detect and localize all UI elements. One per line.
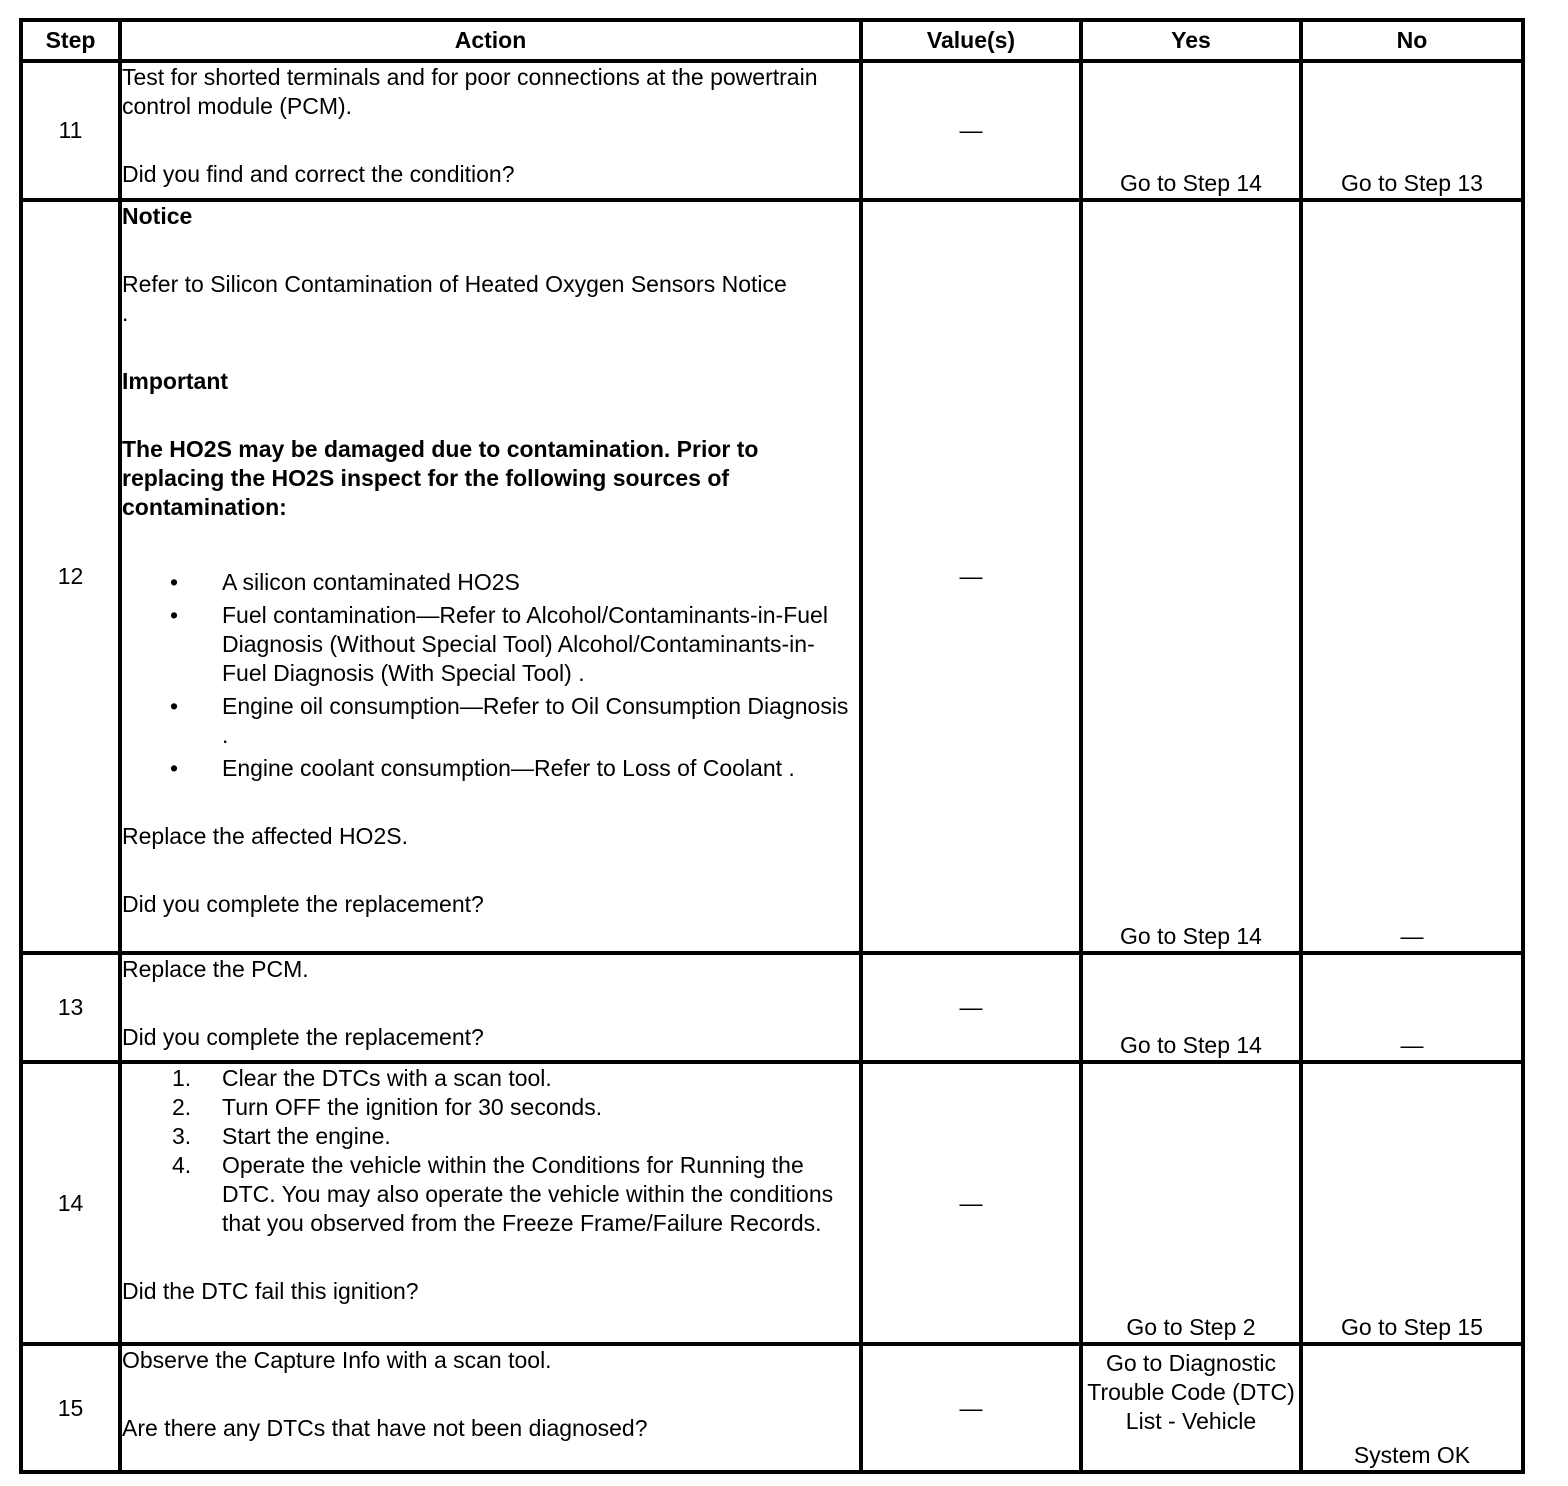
value-cell: — bbox=[861, 953, 1081, 1062]
header-action: Action bbox=[120, 20, 861, 61]
action-text: Replace the PCM. bbox=[122, 956, 309, 982]
action-text: Test for shorted terminals and for poor connections at the powertrain control module (PCM). bbox=[122, 64, 818, 119]
table-row-step-15 bbox=[21, 1344, 1523, 1472]
action-cell bbox=[120, 953, 861, 1062]
action-question: Did the DTC fail this ignition? bbox=[122, 1278, 419, 1304]
table-row-step-13 bbox=[21, 953, 1523, 1062]
value-cell: — bbox=[861, 1344, 1081, 1472]
yes-cell: Go to Diagnostic Trouble Code (DTC) List - Vehicle bbox=[1081, 1344, 1301, 1472]
step-number: 14 bbox=[21, 1062, 120, 1344]
yes-cell: Go to Step 14 bbox=[1081, 61, 1301, 200]
header-values: Value(s) bbox=[861, 20, 1081, 61]
list-item: 2. Turn OFF the ignition for 30 seconds. bbox=[172, 1094, 603, 1120]
no-cell: — bbox=[1301, 200, 1523, 953]
table-row-step-12 bbox=[21, 200, 1523, 953]
list-item: • Engine coolant consumption—Refer to Loss of Coolant . bbox=[122, 754, 859, 783]
list-item: 1. Clear the DTCs with a scan tool. bbox=[172, 1065, 552, 1091]
important-text: The HO2S may be damaged due to contamination. Prior to replacing the HO2S inspect for the following sources of contamination: bbox=[122, 436, 759, 520]
list-item: 4. Operate the vehicle within the Conditions for Running the DTC. You may also operate the vehicle within the conditions that you observed from the Freeze Frame/Failure Records. bbox=[172, 1152, 834, 1236]
action-cell bbox=[120, 1062, 861, 1344]
notice-period: . bbox=[122, 300, 129, 326]
diagnostic-table bbox=[19, 18, 1525, 1474]
action-question: Did you complete the replacement? bbox=[122, 1024, 484, 1050]
procedure-steps-list bbox=[122, 1064, 859, 1238]
step-number: 15 bbox=[21, 1344, 120, 1472]
header-yes: Yes bbox=[1081, 20, 1301, 61]
no-cell: System OK bbox=[1301, 1344, 1523, 1472]
action-cell bbox=[120, 61, 861, 200]
no-cell: Go to Step 15 bbox=[1301, 1062, 1523, 1344]
header-no: No bbox=[1301, 20, 1523, 61]
notice-heading: Notice bbox=[122, 203, 193, 229]
replace-text: Replace the affected HO2S. bbox=[122, 823, 408, 849]
action-cell bbox=[120, 200, 861, 953]
list-item: • Engine oil consumption—Refer to Oil Consumption Diagnosis . bbox=[122, 692, 859, 750]
table-row-step-11 bbox=[21, 61, 1523, 200]
yes-cell: Go to Step 14 bbox=[1081, 953, 1301, 1062]
yes-cell: Go to Step 14 bbox=[1081, 200, 1301, 953]
list-item: 3. Start the engine. bbox=[172, 1123, 391, 1149]
contamination-sources-list bbox=[122, 568, 859, 783]
no-cell: — bbox=[1301, 953, 1523, 1062]
step-number: 12 bbox=[21, 200, 120, 953]
value-cell: — bbox=[861, 200, 1081, 953]
header-row bbox=[21, 20, 1523, 61]
action-question: Did you complete the replacement? bbox=[122, 891, 484, 917]
action-question: Are there any DTCs that have not been diagnosed? bbox=[122, 1415, 648, 1441]
value-cell: — bbox=[861, 1062, 1081, 1344]
yes-cell: Go to Step 2 bbox=[1081, 1062, 1301, 1344]
action-question: Did you find and correct the condition? bbox=[122, 161, 515, 187]
notice-text: Refer to Silicon Contamination of Heated Oxygen Sensors Notice bbox=[122, 271, 787, 297]
action-cell bbox=[120, 1344, 861, 1472]
step-number: 13 bbox=[21, 953, 120, 1062]
important-heading: Important bbox=[122, 368, 229, 394]
header-step: Step bbox=[21, 20, 120, 61]
value-cell: — bbox=[861, 61, 1081, 200]
no-cell: Go to Step 13 bbox=[1301, 61, 1523, 200]
step-number: 11 bbox=[21, 61, 120, 200]
list-item: • A silicon contaminated HO2S bbox=[122, 568, 859, 597]
action-text: Observe the Capture Info with a scan tool. bbox=[122, 1347, 552, 1373]
table-row-step-14 bbox=[21, 1062, 1523, 1344]
list-item: • Fuel contamination—Refer to Alcohol/Contaminants-in-Fuel Diagnosis (Without Special Tool) Alcohol/Contaminants-in-Fuel Diagnosis (With Special Tool) . bbox=[122, 601, 859, 688]
